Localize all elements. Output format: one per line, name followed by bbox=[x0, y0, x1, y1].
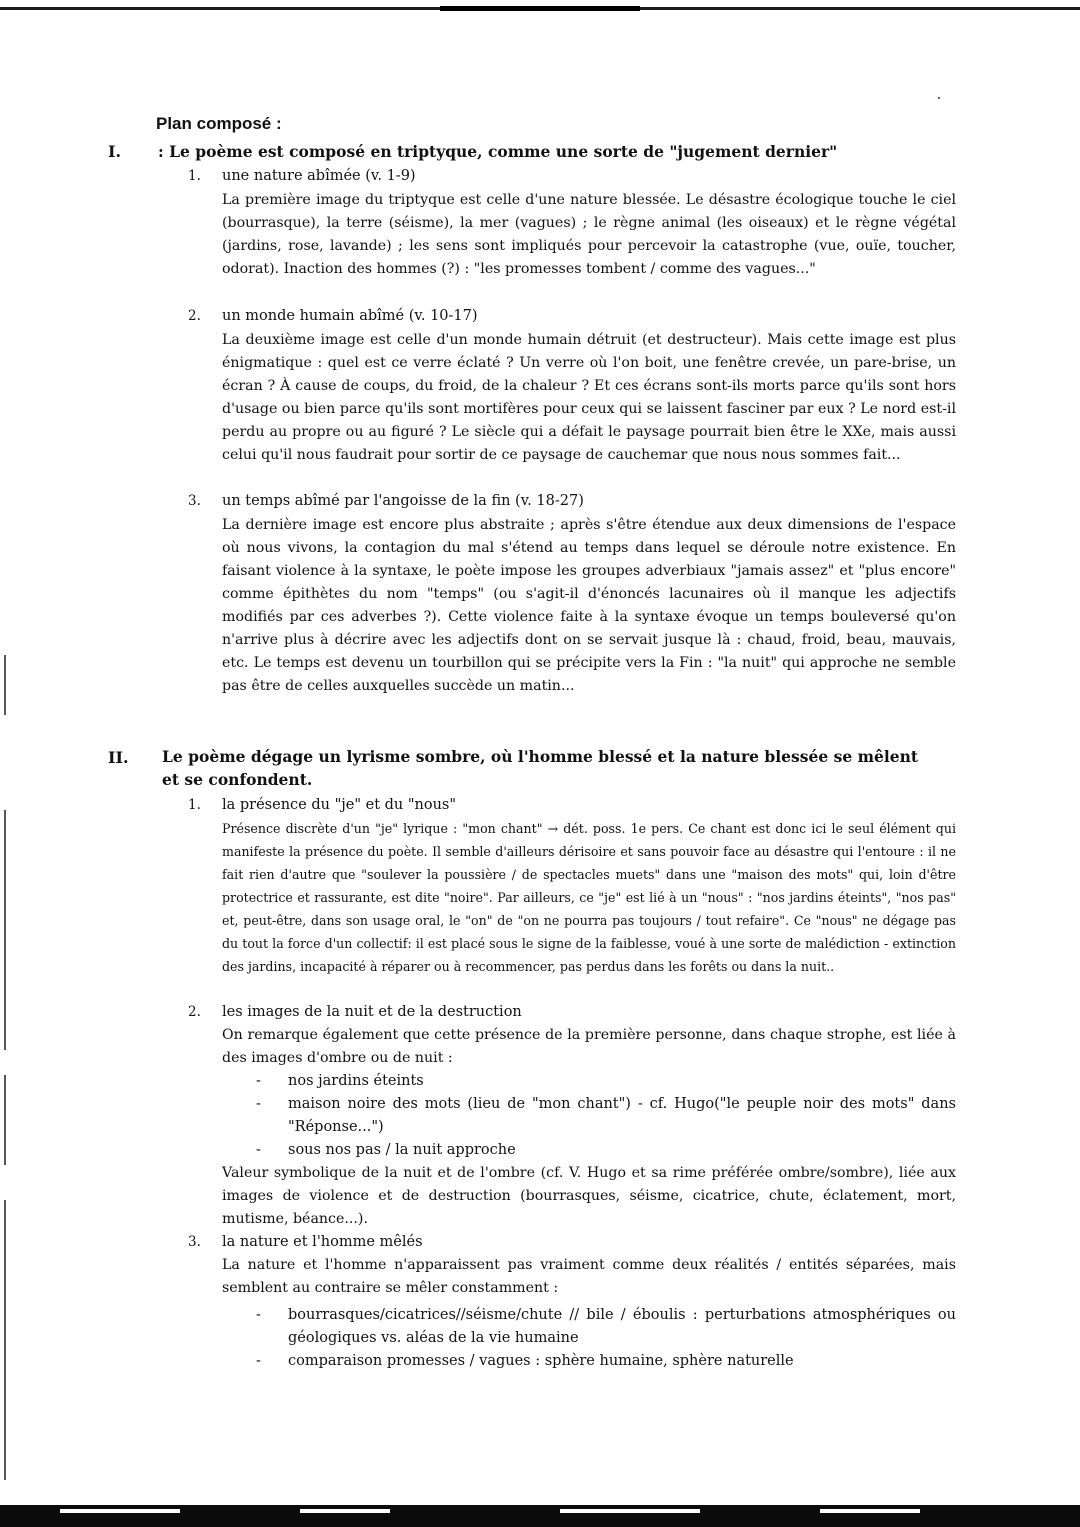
section-2-2-bullets bbox=[256, 1070, 956, 1162]
list-item bbox=[256, 1070, 956, 1093]
scan-bottom-gap bbox=[560, 1509, 700, 1513]
list-item bbox=[256, 1093, 956, 1139]
scan-left-mark bbox=[4, 655, 6, 715]
list-item-text: bourrasques/cicatrices//séisme/chute // bile / éboulis : perturbations atmosphériques ou géologiques vs. aléas de la vie humaine bbox=[288, 1307, 956, 1346]
list-item bbox=[256, 1304, 956, 1350]
scan-bottom-gap bbox=[820, 1509, 920, 1513]
section-1-3-title: un temps abîmé par l'angoisse de la fin (v. 18-27) bbox=[222, 493, 584, 509]
section-1-1-number: 1. bbox=[188, 168, 201, 184]
section-1-2-text: La deuxième image est celle d'un monde humain détruit (et destructeur). Mais cette image est plus énigmatique : quel est ce verre éclaté ? Un verre où l'on boit, une fenêtre crevée, un pare-brise, un écran ? À cause de coups, du froid, de la chaleur ? Et ces écrans sont-ils morts parce qu'ils sont hors d'usage ou bien parce qu'ils sont mortifères pour ceux qui se laissent fasciner par eux ? Le nord est-il perdu au propre ou au figuré ? Le siècle qui a défait le paysage pourrait bien être le XXe, mais aussi celui qu'il nous faudrait pour sortir de ce paysage de cauchemar que nous nous sommes fait... bbox=[222, 332, 956, 463]
scan-speck bbox=[938, 97, 940, 99]
section-1-3-text: La dernière image est encore plus abstraite ; après s'être étendue aux deux dimensions de l'espace où nous vivons, la contagion du mal s'étend au temps dans lequel se déroule notre existence. En faisant violence à la syntaxe, le poète impose les groupes adverbiaux "jamais assez" et "plus encore" comme épithètes du nom "temps" (ou s'agit-il d'énoncés lacunaires où il manque les adjectifs modifiés par ces adverbes ?). Cette violence faite à la syntaxe évoque un temps bouleversé qu'on n'arrive plus à décrire avec les adjectifs dont on se servait jusque là : chaud, froid, beau, mauvais, etc. Le temps est devenu un tourbillon qui se précipite vers la Fin : "la nuit" qui approche ne semble pas être de celles auxquelles succède un matin... bbox=[222, 517, 956, 694]
section-2-2-number: 2. bbox=[188, 1004, 201, 1020]
part-1-number: I. bbox=[108, 142, 122, 161]
part-2-title-line-1: Le poème dégage un lyrisme sombre, où l'homme blessé et la nature blessée se mêlent bbox=[162, 747, 919, 766]
section-1-1-text: La première image du triptyque est celle d'une nature blessée. Le désastre écologique touche le ciel (bourrasque), la terre (séisme), la mer (vagues) ; le règne animal (les oiseaux) et le règne végétal (jardins, rose, lavande) ; les sens sont impliqués pour percevoir la catastrophe (vue, ouïe, toucher, odorat). Inaction des hommes (?) : "les promesses tombent / comme des vagues..." bbox=[222, 192, 956, 277]
bullet-dash: - bbox=[256, 1096, 261, 1112]
section-2-1-title: la présence du "je" et du "nous" bbox=[222, 797, 457, 813]
section-1-3-number: 3. bbox=[188, 493, 201, 509]
list-item bbox=[256, 1350, 956, 1373]
section-2-3-number: 3. bbox=[188, 1234, 201, 1250]
list-item-text: comparaison promesses / vagues : sphère humaine, sphère naturelle bbox=[288, 1353, 794, 1369]
section-2-2-intro: On remarque également que cette présence de la première personne, dans chaque strophe, est liée à des images d'ombre ou de nuit : bbox=[222, 1027, 956, 1066]
list-item-text: nos jardins éteints bbox=[288, 1073, 424, 1089]
plan-title: Plan composé : bbox=[156, 114, 282, 133]
bullet-dash: - bbox=[256, 1073, 261, 1089]
part-2-title-line-2: et se confondent. bbox=[162, 770, 313, 789]
section-2-1-number: 1. bbox=[188, 797, 201, 813]
section-2-1-text: Présence discrète d'un "je" lyrique : "mon chant" → dét. poss. 1e pers. Ce chant est donc ici le seul élément qui manifeste la présence du poète. Il semble d'ailleurs dérisoire et sans pouvoir face au désastre qui l'entoure : il ne fait rien d'autre que "soulever la poussière / de spectacles muets" dans une "maison des mots" qui, loin d'être protectrice et rassurante, est dite "noire". Par ailleurs, ce "je" est lié à un "nous" : "nos jardins éteints", "nos pas" et, peut-être, dans son usage oral, le "on" de "on ne pourra pas toujours / tout refaire". Ce "nous" ne dégage pas du tout la force d'un collectif: il est placé sous le signe de la faiblesse, voué à une sorte de malédiction - extinction des jardins, incapacité à réparer ou à recommencer, pas perdus dans les forêts ou dans la nuit.. bbox=[222, 821, 956, 974]
scan-left-mark bbox=[4, 1075, 6, 1165]
scan-left-mark bbox=[4, 1200, 6, 1480]
part-1-title: : Le poème est composé en triptyque, comme une sorte de "jugement dernier" bbox=[158, 142, 838, 161]
list-item-text: sous nos pas / la nuit approche bbox=[288, 1142, 516, 1158]
section-1-2-title: un monde humain abîmé (v. 10-17) bbox=[222, 308, 478, 324]
section-1-1-title: une nature abîmée (v. 1-9) bbox=[222, 168, 416, 184]
part-2-number: II. bbox=[108, 748, 129, 767]
scan-top-border-dark bbox=[440, 6, 640, 11]
section-2-3-title: la nature et l'homme mêlés bbox=[222, 1234, 423, 1250]
section-2-3-intro: La nature et l'homme n'apparaissent pas vraiment comme deux réalités / entités séparées, mais semblent au contraire se mêler constamment : bbox=[222, 1257, 956, 1296]
scan-left-mark bbox=[4, 810, 6, 1050]
list-item bbox=[256, 1139, 956, 1162]
scan-bottom-gap bbox=[300, 1509, 390, 1513]
scan-bottom-gap bbox=[60, 1509, 180, 1513]
section-2-2-title: les images de la nuit et de la destruction bbox=[222, 1004, 522, 1020]
section-2-3-bullets bbox=[256, 1304, 956, 1373]
section-2-2-outro: Valeur symbolique de la nuit et de l'ombre (cf. V. Hugo et sa rime préférée ombre/sombre), liée aux images de violence et de destruction (bourrasques, séisme, cicatrice, chute, éclatement, mort, mutisme, béance...). bbox=[222, 1165, 956, 1227]
bullet-dash: - bbox=[256, 1142, 261, 1158]
bullet-dash: - bbox=[256, 1353, 261, 1369]
list-item-text: maison noire des mots (lieu de "mon chant") - cf. Hugo("le peuple noir des mots" dans "Réponse...") bbox=[288, 1096, 956, 1135]
bullet-dash: - bbox=[256, 1307, 261, 1323]
section-1-2-number: 2. bbox=[188, 308, 201, 324]
